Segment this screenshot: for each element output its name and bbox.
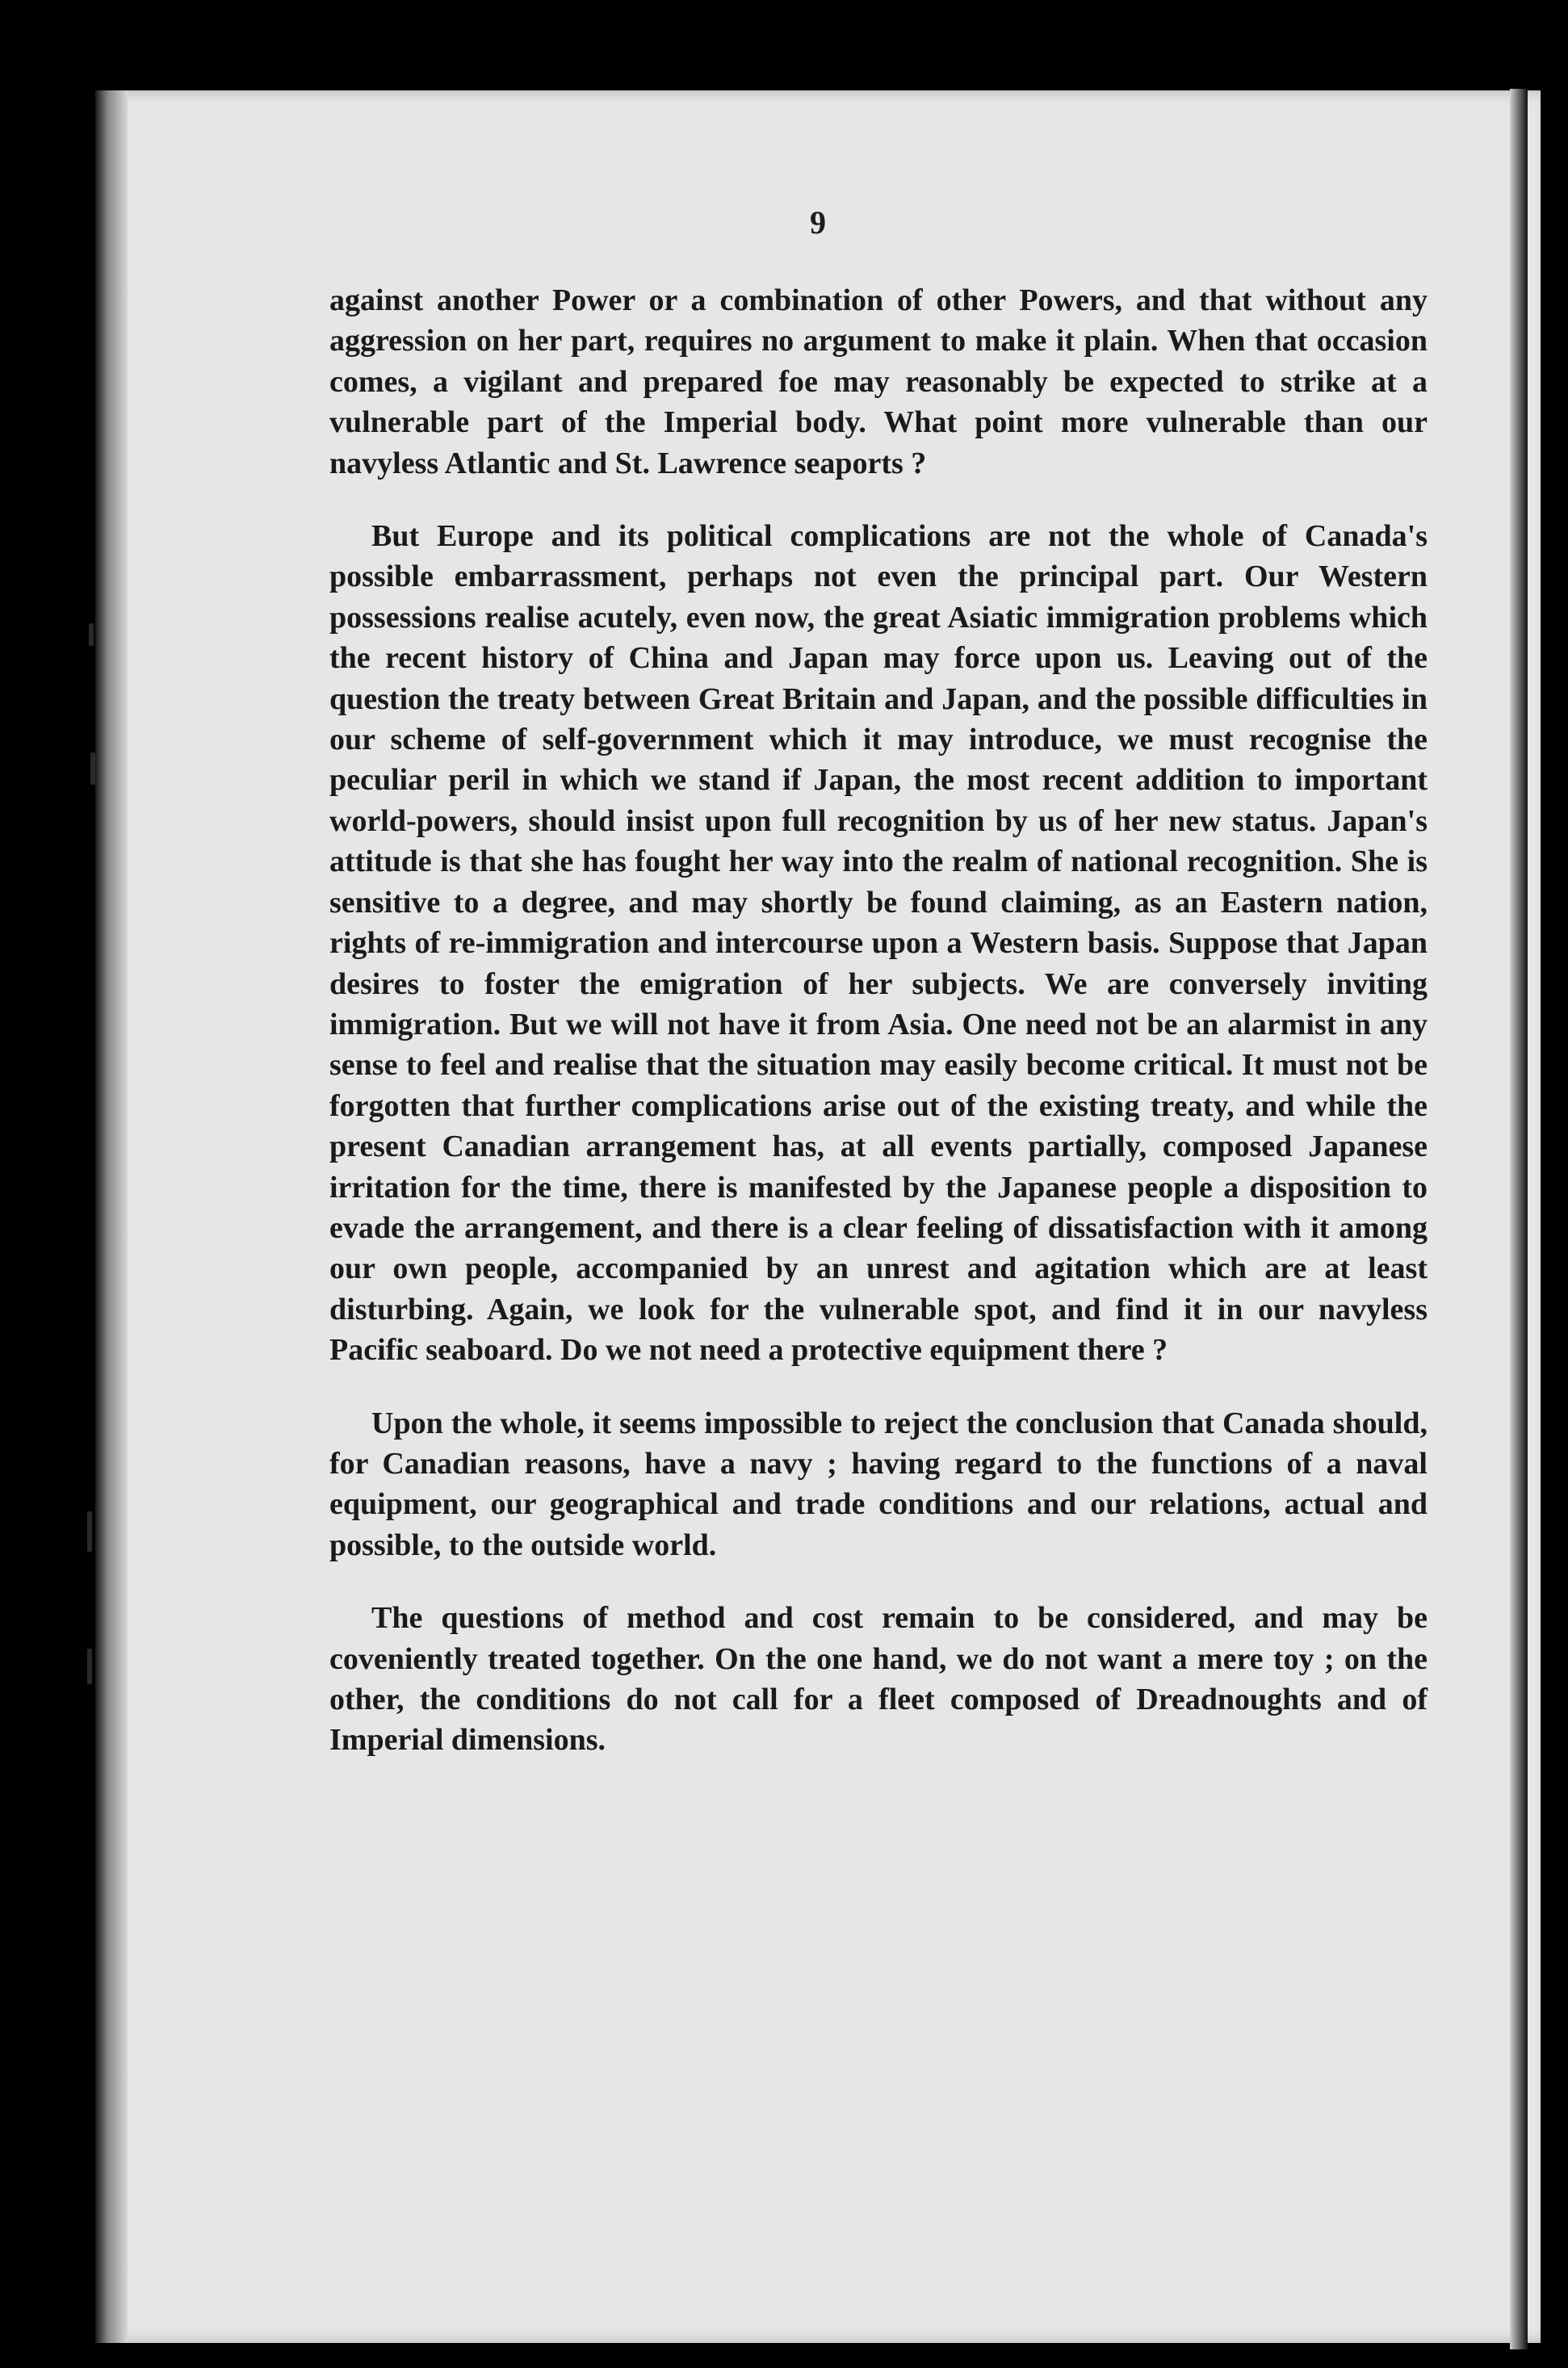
margin-mark (90, 752, 95, 785)
body-text (329, 280, 1428, 1793)
paragraph-4: The questions of method and cost remain to be considered, and may be coveniently treated together. On the one hand, we do not want a mere toy ; on the other, the conditions do not call for a fleet composed of Dreadnoughts and of Imperial dimensions. (329, 1601, 1428, 1758)
paragraph-3: Upon the whole, it seems impossible to reject the conclusion that Canada should, for Canadian reasons, have a navy ; having regard to the functions of a naval equipment, our geographical and trade conditions and our relations, actual and possible, to the outside world. (329, 1406, 1428, 1562)
margin-mark (89, 623, 94, 646)
page-edge-shadow (1510, 89, 1528, 2349)
binding-gutter (95, 90, 128, 2343)
margin-mark (87, 1649, 92, 1684)
paragraph-2: But Europe and its political complications are not the whole of Canada's possible embarrassment, perhaps not even the principal part. Our Western possessions realise acutely, even now, the great Asiatic immigration problems which the recent history of China and Japan may force upon us. Leaving out of the question the treaty between Great Britain and Japan, and the possible difficulties in our scheme of self-government which it may introduce, we must recognise the peculiar peril in which we stand if Japan, the most recent addition to important world-powers, should insist upon full recognition by us of her new status. Japan's attitude is that she has fought her way into the realm of national recognition. She is sensitive to a degree, and may shortly be found claiming, as an Eastern nation, rights of re-immigration and intercourse upon a Western basis. Suppose that Japan desires to foster the emigration of her subjects. We are conversely inviting immigration. But we will not have it from Asia. One need not be an alarmist in any sense to feel and realise that the situation may easily become critical. It must not be forgotten that further complications arise out of the existing treaty, and while the present Canadian arrangement has, at all events partially, composed Japanese irritation for the time, there is manifested by the Japanese people a disposition to evade the arrangement, and there is a clear feeling of dissatisfaction with it among our own people, accompanied by an unrest and agitation which are at least disturbing. Again, we look for the vulnerable spot, and find it in our navyless Pacific seaboard. Do we not need a protective equipment there ? (329, 519, 1428, 1368)
page-number: 9 (810, 204, 826, 241)
page-sheet (95, 90, 1541, 2343)
margin-mark (87, 1511, 92, 1552)
paragraph-1: against another Power or a combination of other Powers, and that without any aggression on her part, requires no argument to make it plain. When that occasion comes, a vigilant and prepared foe may reasonably be expected to strike at a vulnerable part of the Imperial body. What point more vulnerable than our navyless Atlantic and St. Lawrence seaports ? (329, 283, 1428, 480)
